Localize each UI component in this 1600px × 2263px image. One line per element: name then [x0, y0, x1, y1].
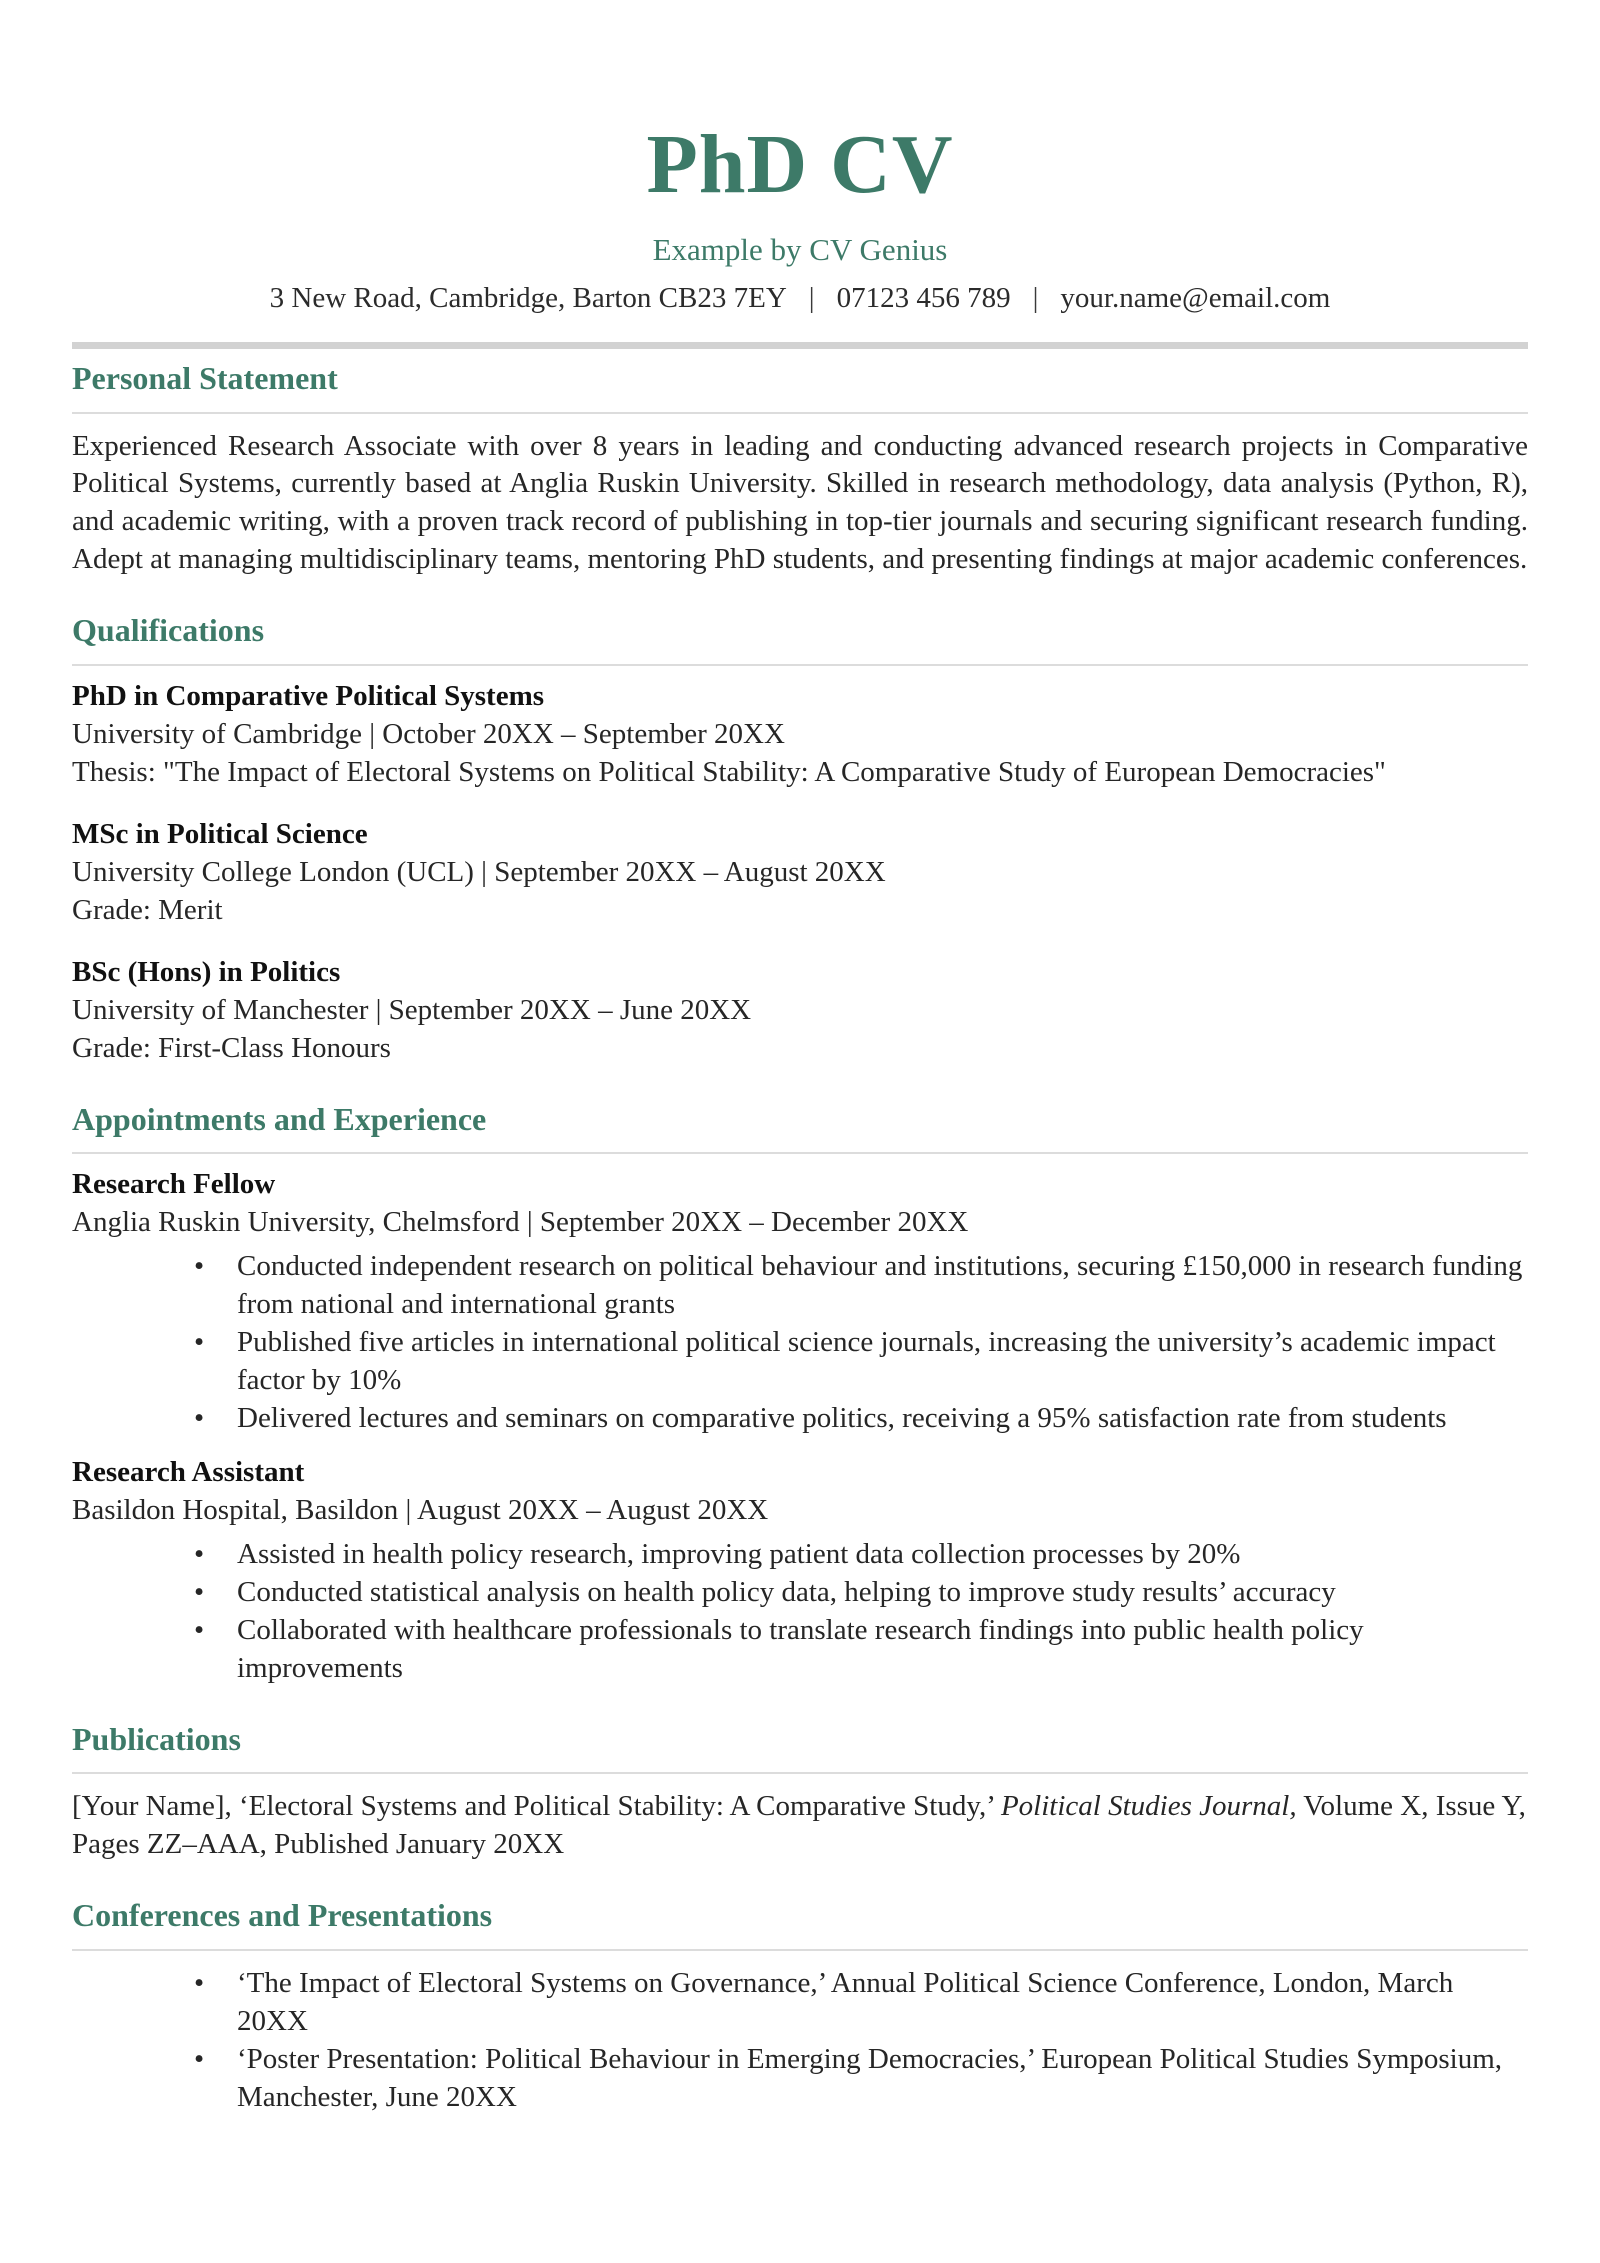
- degree-detail: Grade: Merit: [72, 893, 223, 926]
- contact-separator: |: [808, 282, 815, 315]
- job-title: Research Fellow: [72, 1168, 276, 1201]
- job-bullet: • Assisted in health policy research, improving patient data collection processes by 20%: [72, 1536, 1528, 1574]
- job-bullet: • Conducted statistical analysis on health policy data, helping to improve study results’ accuracy: [72, 1574, 1528, 1612]
- contact-separator: |: [1032, 282, 1039, 315]
- personal-statement-heading: Personal Statement: [72, 359, 1528, 413]
- contact-phone: 07123 456 789: [836, 282, 1011, 315]
- publications-heading: Publications: [72, 1720, 1528, 1774]
- degree-detail: Thesis: "The Impact of Electoral Systems on Political Stability: A Comparative Study of European Democracies": [72, 755, 1386, 788]
- header-divider-bar: [72, 342, 1528, 349]
- degree-detail: Grade: First-Class Honours: [72, 1031, 391, 1064]
- degree-institution-dates: University of Manchester | September 20XX – June 20XX: [72, 993, 752, 1026]
- job-employer-dates: Anglia Ruskin University, Chelmsford | September 20XX – December 20XX: [72, 1206, 969, 1239]
- section-publications: [72, 1720, 1528, 1864]
- personal-statement-body: Experienced Research Associate with over 8 years in leading and conducting advanced research projects in Comparative Political Systems, currently based at Anglia Ruskin University. Skilled in research methodology, data analysis (Python, R), and academic writing, with a proven track record of publishing in top-tier journals and securing significant research funding. Adept at managing multidisciplinary teams, mentoring PhD students, and presenting findings at major academic conferences.: [72, 429, 1528, 576]
- cv-subtitle: Example by CV Genius: [652, 231, 948, 267]
- degree-institution-dates: University College London (UCL) | September 20XX – August 20XX: [72, 855, 886, 888]
- experience-heading: Appointments and Experience: [72, 1100, 1528, 1154]
- degree-entry: [72, 816, 1528, 930]
- job-entry: [72, 1454, 1528, 1688]
- section-conferences: [72, 1896, 1528, 2116]
- section-qualifications: [72, 611, 1528, 1067]
- degree-entry: [72, 678, 1528, 792]
- publication-journal-name: Political Studies Journal,: [1000, 1790, 1297, 1823]
- job-bullet: • Collaborated with healthcare professionals to translate research findings into public health policy improvements: [72, 1612, 1528, 1688]
- job-bullet: • Conducted independent research on political behaviour and institutions, securing £150,000 in research funding from national and international grants: [72, 1248, 1528, 1324]
- job-bullet-list: [72, 1248, 1528, 1438]
- degree-entry: [72, 954, 1528, 1068]
- contact-email: your.name@email.com: [1060, 282, 1331, 315]
- degree-institution-dates: University of Cambridge | October 20XX – September 20XX: [72, 717, 785, 750]
- publication-text-after: Volume X, Issue Y, Pages ZZ–AAA, Published January 20XX: [72, 1790, 1526, 1861]
- degree-title: BSc (Hons) in Politics: [72, 955, 341, 988]
- contact-line: [72, 281, 1528, 316]
- job-bullet: • Delivered lectures and seminars on comparative politics, receiving a 95% satisfaction rate from students: [72, 1400, 1528, 1438]
- job-title: Research Assistant: [72, 1455, 305, 1488]
- job-employer-dates: Basildon Hospital, Basildon | August 20XX – August 20XX: [72, 1493, 769, 1526]
- publication-entry: [72, 1788, 1528, 1864]
- job-bullet-list: [72, 1536, 1528, 1688]
- job-bullet: • Published five articles in international political science journals, increasing the university’s academic impact factor by 10%: [72, 1324, 1528, 1400]
- cv-title: PhD CV: [646, 118, 954, 211]
- conferences-heading: Conferences and Presentations: [72, 1896, 1528, 1950]
- cv-header: [72, 0, 1528, 316]
- degree-title: PhD in Comparative Political Systems: [72, 679, 545, 712]
- qualifications-heading: Qualifications: [72, 611, 1528, 665]
- publication-text-before: [Your Name], ‘Electoral Systems and Political Stability: A Comparative Study,’: [72, 1790, 1001, 1823]
- job-entry: [72, 1166, 1528, 1438]
- contact-address: 3 New Road, Cambridge, Barton CB23 7EY: [269, 282, 787, 315]
- section-experience: [72, 1100, 1528, 1688]
- conference-bullet: • ‘The Impact of Electoral Systems on Governance,’ Annual Political Science Conference, London, March 20XX: [72, 1965, 1528, 2041]
- degree-title: MSc in Political Science: [72, 817, 368, 850]
- conference-bullet-list: [72, 1965, 1528, 2117]
- conference-bullet: • ‘Poster Presentation: Political Behaviour in Emerging Democracies,’ European Political Studies Symposium, Manchester, June 20XX: [72, 2041, 1528, 2117]
- section-personal-statement: [72, 359, 1528, 579]
